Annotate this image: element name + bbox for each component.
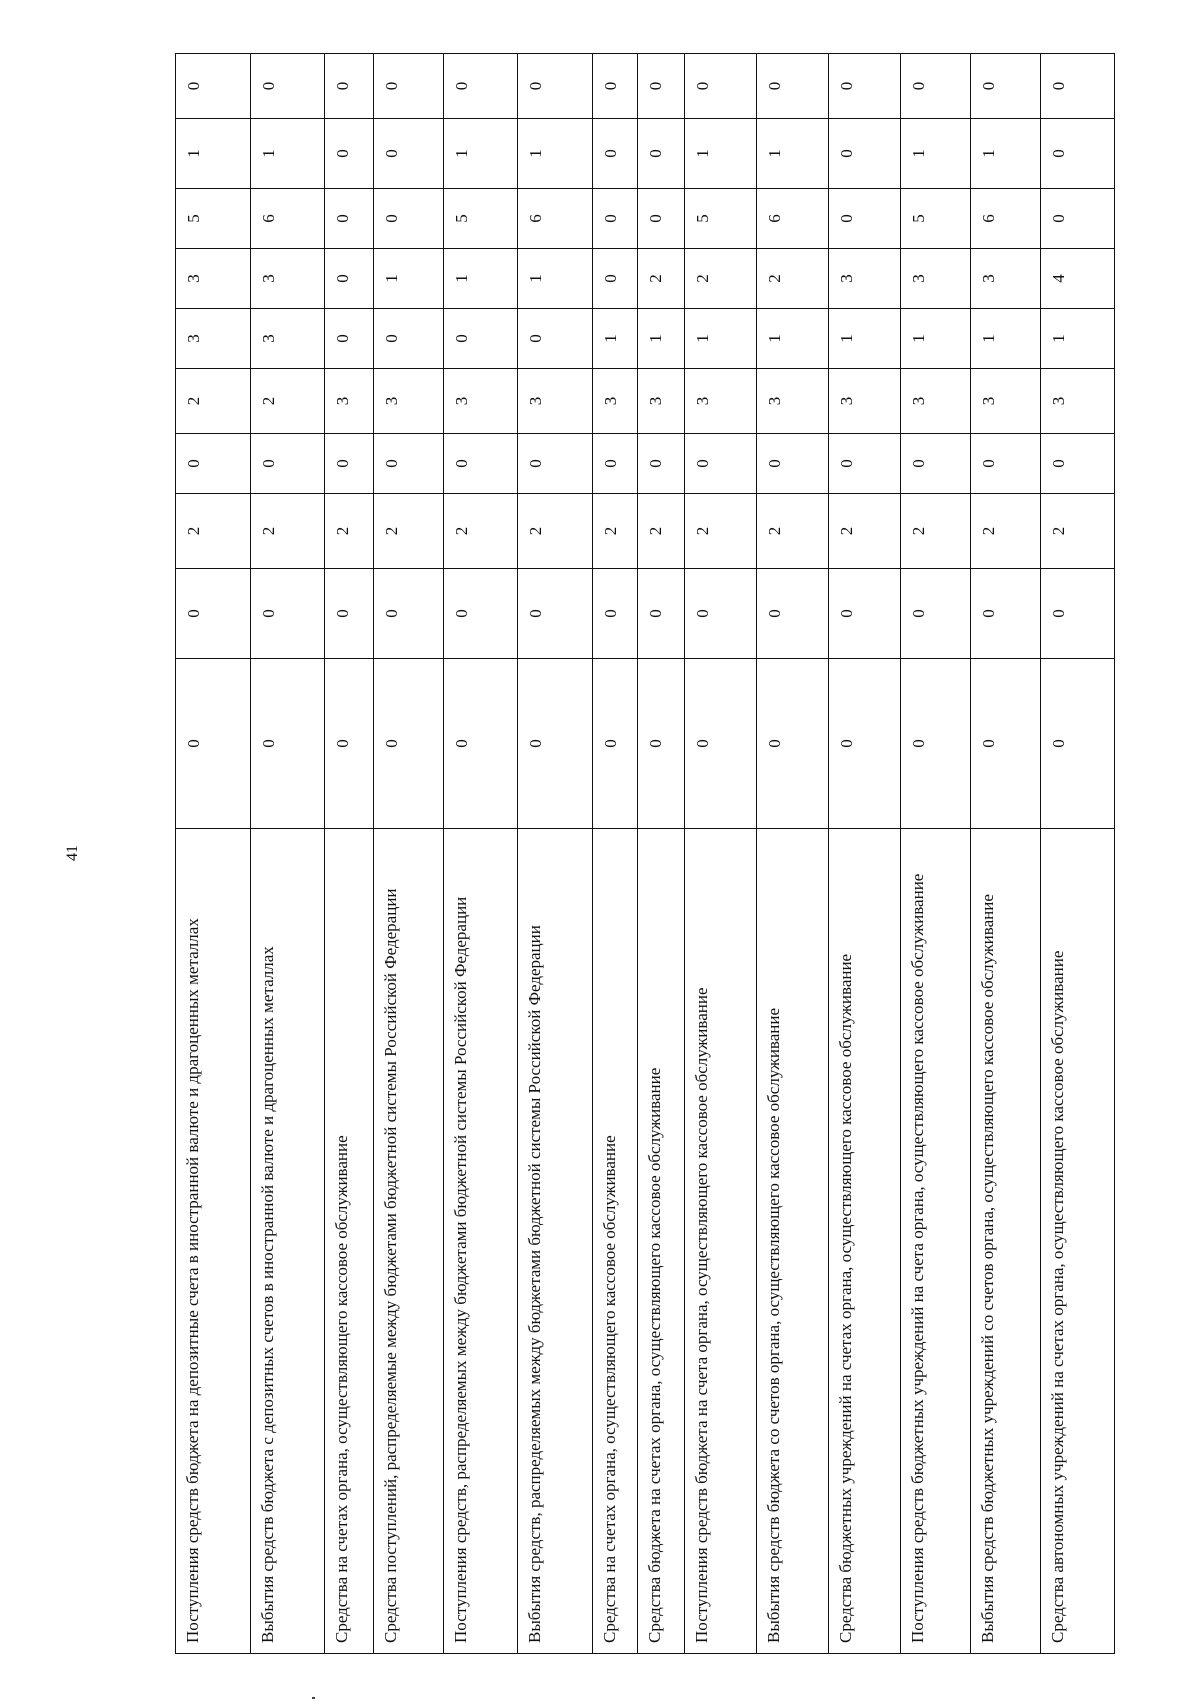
code-cell: 2 [176, 494, 251, 569]
code-cell: 0 [374, 119, 444, 189]
code-cell: 3 [829, 369, 901, 434]
code-cell: 3 [757, 369, 829, 434]
code-cell: 0 [757, 659, 829, 829]
code-cell: 0 [592, 659, 637, 829]
table-row [176, 54, 251, 1654]
code-cell: 0 [325, 569, 374, 659]
code-cell: 3 [176, 249, 251, 309]
code-cell: 0 [685, 434, 757, 494]
code-cell: 0 [518, 54, 592, 119]
code-cell: 3 [970, 369, 1040, 434]
code-cell: 3 [592, 369, 637, 434]
row-label: Поступления средств, распределяемых между бюджетами бюджетной системы Российской Федерации [444, 829, 518, 1654]
code-cell: 0 [757, 54, 829, 119]
code-cell: 0 [901, 434, 971, 494]
code-cell: 0 [518, 569, 592, 659]
code-cell: 2 [251, 494, 325, 569]
code-cell: 2 [970, 494, 1040, 569]
table-row [757, 54, 829, 1654]
code-cell: 1 [374, 249, 444, 309]
row-label: Поступления средств бюджета на счета органа, осуществляющего кассовое обслуживание [685, 829, 757, 1654]
code-cell: 4 [1040, 249, 1114, 309]
row-label: Поступления средств бюджетных учреждений на счета органа, осуществляющего кассовое обслуживание [901, 829, 971, 1654]
code-cell: 0 [444, 569, 518, 659]
code-cell: 0 [829, 119, 901, 189]
code-cell: 2 [637, 494, 684, 569]
code-cell: 2 [176, 369, 251, 434]
code-cell: 3 [251, 309, 325, 369]
code-cell: 0 [637, 54, 684, 119]
code-cell: 1 [637, 309, 684, 369]
table-row [374, 54, 444, 1654]
code-cell: 0 [325, 189, 374, 249]
table-row [1040, 54, 1114, 1654]
code-cell: 0 [592, 569, 637, 659]
code-cell: 3 [374, 369, 444, 434]
code-cell: 0 [176, 54, 251, 119]
code-cell: 0 [325, 119, 374, 189]
code-cell: 0 [592, 54, 637, 119]
table-row [637, 54, 684, 1654]
code-cell: 0 [374, 434, 444, 494]
table-row [685, 54, 757, 1654]
code-cell: 0 [374, 659, 444, 829]
code-cell: 0 [251, 659, 325, 829]
code-cell: 5 [176, 189, 251, 249]
code-cell: 0 [637, 119, 684, 189]
code-cell: 0 [829, 54, 901, 119]
code-cell: 2 [685, 249, 757, 309]
code-cell: 2 [637, 249, 684, 309]
code-cell: 1 [685, 119, 757, 189]
table-row [518, 54, 592, 1654]
code-cell: 0 [970, 434, 1040, 494]
code-cell: 6 [757, 189, 829, 249]
code-cell: 3 [901, 249, 971, 309]
table-row [592, 54, 637, 1654]
code-cell: 2 [685, 494, 757, 569]
code-cell: 2 [518, 494, 592, 569]
code-cell: 2 [444, 494, 518, 569]
code-cell: 1 [518, 119, 592, 189]
code-cell: 0 [1040, 569, 1114, 659]
code-cell: 0 [901, 54, 971, 119]
code-cell: 1 [829, 309, 901, 369]
code-cell: 0 [592, 119, 637, 189]
code-cell: 6 [970, 189, 1040, 249]
code-cell: 0 [325, 659, 374, 829]
code-cell: 0 [518, 659, 592, 829]
code-cell: 2 [757, 494, 829, 569]
code-cell: 1 [1040, 309, 1114, 369]
code-cell: 0 [970, 569, 1040, 659]
code-cell: 0 [637, 659, 684, 829]
code-cell: 3 [325, 369, 374, 434]
code-cell: 0 [1040, 54, 1114, 119]
row-label: Средства на счетах органа, осуществляющего кассовое обслуживание [325, 829, 374, 1654]
row-label: Выбытия средств бюджета с депозитных счетов в иностранной валюте и драгоценных металлах [251, 829, 325, 1654]
row-label: Выбытия средств бюджетных учреждений со счетов органа, осуществляющего кассовое обслуживание [970, 829, 1040, 1654]
code-cell: 0 [1040, 659, 1114, 829]
code-cell: 1 [757, 309, 829, 369]
scan-speck [312, 1697, 315, 1699]
code-cell: 0 [1040, 119, 1114, 189]
code-cell: 0 [592, 189, 637, 249]
code-cell: 2 [1040, 494, 1114, 569]
code-cell: 0 [829, 569, 901, 659]
code-cell: 2 [757, 249, 829, 309]
code-cell: 2 [592, 494, 637, 569]
code-cell: 2 [251, 369, 325, 434]
code-cell: 0 [829, 189, 901, 249]
code-cell: 0 [251, 569, 325, 659]
row-label: Поступления средств бюджета на депозитные счета в иностранной валюте и драгоценных металлах [176, 829, 251, 1654]
code-cell: 0 [251, 434, 325, 494]
code-cell: 0 [1040, 434, 1114, 494]
code-cell: 0 [592, 434, 637, 494]
code-cell: 0 [518, 309, 592, 369]
code-cell: 0 [444, 309, 518, 369]
code-cell: 1 [901, 119, 971, 189]
code-cell: 1 [970, 119, 1040, 189]
code-cell: 0 [176, 569, 251, 659]
code-cell: 0 [901, 659, 971, 829]
table-row [829, 54, 901, 1654]
code-cell: 0 [757, 434, 829, 494]
code-cell: 0 [374, 309, 444, 369]
code-cell: 0 [325, 249, 374, 309]
code-cell: 0 [685, 569, 757, 659]
table-row [251, 54, 325, 1654]
code-cell: 1 [518, 249, 592, 309]
code-cell: 0 [251, 54, 325, 119]
code-cell: 0 [374, 189, 444, 249]
table-row [325, 54, 374, 1654]
code-cell: 3 [518, 369, 592, 434]
code-cell: 2 [325, 494, 374, 569]
rotated-table-container [175, 81, 1115, 1654]
table-body [176, 54, 1115, 1654]
code-cell: 0 [685, 54, 757, 119]
code-cell: 0 [685, 659, 757, 829]
code-cell: 0 [970, 54, 1040, 119]
row-label: Средства на счетах органа, осуществляющего кассовое обслуживание [592, 829, 637, 1654]
code-cell: 0 [176, 434, 251, 494]
code-cell: 0 [901, 569, 971, 659]
code-cell: 2 [374, 494, 444, 569]
code-cell: 3 [901, 369, 971, 434]
code-cell: 2 [829, 494, 901, 569]
budget-accounts-table [175, 53, 1115, 1654]
code-cell: 3 [176, 309, 251, 369]
code-cell: 3 [1040, 369, 1114, 434]
code-cell: 0 [829, 659, 901, 829]
code-cell: 0 [374, 54, 444, 119]
code-cell: 6 [251, 189, 325, 249]
code-cell: 0 [444, 434, 518, 494]
row-label: Средства поступлений, распределяемые между бюджетами бюджетной системы Российской Федерации [374, 829, 444, 1654]
code-cell: 6 [518, 189, 592, 249]
code-cell: 0 [637, 189, 684, 249]
code-cell: 3 [685, 369, 757, 434]
row-label: Средства бюджета на счетах органа, осуществляющего кассовое обслуживание [637, 829, 684, 1654]
code-cell: 1 [176, 119, 251, 189]
code-cell: 3 [970, 249, 1040, 309]
row-label: Средства автономных учреждений на счетах органа, осуществляющего кассовое обслуживание [1040, 829, 1114, 1654]
code-cell: 1 [444, 119, 518, 189]
page-number: 41 [64, 845, 81, 861]
code-cell: 0 [592, 249, 637, 309]
code-cell: 5 [901, 189, 971, 249]
code-cell: 3 [829, 249, 901, 309]
code-cell: 0 [829, 434, 901, 494]
code-cell: 0 [637, 434, 684, 494]
code-cell: 0 [325, 54, 374, 119]
code-cell: 1 [592, 309, 637, 369]
code-cell: 3 [444, 369, 518, 434]
code-cell: 0 [518, 434, 592, 494]
code-cell: 0 [325, 434, 374, 494]
code-cell: 0 [444, 54, 518, 119]
code-cell: 1 [970, 309, 1040, 369]
code-cell: 1 [444, 249, 518, 309]
code-cell: 1 [685, 309, 757, 369]
code-cell: 3 [637, 369, 684, 434]
code-cell: 0 [637, 569, 684, 659]
code-cell: 0 [970, 659, 1040, 829]
code-cell: 0 [325, 309, 374, 369]
code-cell: 5 [444, 189, 518, 249]
code-cell: 0 [1040, 189, 1114, 249]
table-row [901, 54, 971, 1654]
table-row [970, 54, 1040, 1654]
row-label: Выбытия средств, распределяемых между бюджетами бюджетной системы Российской Федерации [518, 829, 592, 1654]
code-cell: 0 [444, 659, 518, 829]
row-label: Выбытия средств бюджета со счетов органа, осуществляющего кассовое обслуживание [757, 829, 829, 1654]
code-cell: 1 [901, 309, 971, 369]
code-cell: 3 [251, 249, 325, 309]
code-cell: 1 [251, 119, 325, 189]
code-cell: 5 [685, 189, 757, 249]
row-label: Средства бюджетных учреждений на счетах органа, осуществляющего кассовое обслуживание [829, 829, 901, 1654]
table-row [444, 54, 518, 1654]
code-cell: 1 [757, 119, 829, 189]
code-cell: 2 [901, 494, 971, 569]
code-cell: 0 [374, 569, 444, 659]
code-cell: 0 [757, 569, 829, 659]
code-cell: 0 [176, 659, 251, 829]
